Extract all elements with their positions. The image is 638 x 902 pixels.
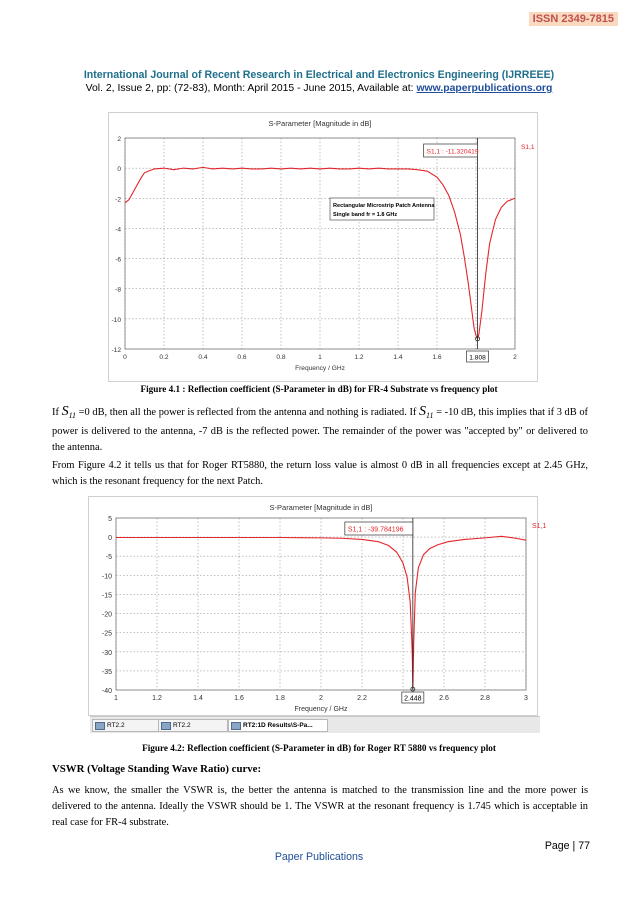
- p1-text-c: = -10 dB, this implies that if 3 dB of power is delivered to the antenna, -7 dB is the reflected power. The remainder of the power was "accepted by" or delivered to the antenna.: [52, 407, 588, 453]
- x-tick-label: 3: [524, 695, 528, 702]
- figure-1-chart: [108, 112, 538, 382]
- y-tick-label: -20: [101, 611, 112, 619]
- figure-1-caption: Figure 4.1 : Reflection coefficient (S-Parameter in dB) for FR-4 Substrate vs frequency plot: [140, 384, 498, 394]
- tab-label: RT2.2: [107, 722, 125, 729]
- tab-label: RT2:1D Results\S-Pa...: [243, 722, 313, 729]
- y-tick-label: -15: [101, 592, 112, 600]
- readout-text: S1,1 : -39.784196: [347, 526, 404, 534]
- x-tick-label: 1.2: [152, 695, 162, 702]
- tab-1d-results[interactable]: [228, 719, 328, 732]
- tab-rt22-a[interactable]: [92, 719, 162, 732]
- y-tick-label: 0: [117, 166, 121, 174]
- annotation-line: Single band fr = 1.8 GHz: [333, 212, 398, 218]
- x-tick-label: 1.4: [193, 695, 203, 702]
- x-tick-label: 1: [318, 354, 322, 361]
- volume-info: [0, 83, 638, 94]
- window-icon: [231, 722, 241, 730]
- figure-2-svg: [88, 496, 547, 716]
- volume-text: Vol. 2, Issue 2, pp: (72-83), Month: April 2015 - June 2015, Available at:: [85, 83, 417, 94]
- y-tick-label: -40: [101, 688, 112, 695]
- s-subscript: 11: [68, 411, 76, 420]
- series-legend-label: S1,1: [521, 144, 535, 151]
- y-tick-label: -10: [111, 316, 121, 324]
- window-icon: [95, 722, 105, 730]
- y-tick-label: -12: [111, 347, 121, 354]
- x-tick-label: 1.6: [234, 695, 244, 702]
- x-tick-label: 1.2: [354, 354, 364, 361]
- s11-symbol-1: [62, 404, 76, 419]
- y-tick-label: -8: [115, 286, 121, 294]
- x-axis-label: Frequency / GHz: [295, 365, 345, 372]
- series-legend-label: S1,1: [532, 523, 547, 530]
- s-letter: S: [61, 404, 69, 419]
- x-tick-label: 1.4: [393, 354, 403, 361]
- tab-rt22-b[interactable]: [158, 719, 228, 732]
- chart-title: S-Parameter [Magnitude in dB]: [268, 119, 372, 128]
- tab-label: RT2.2: [173, 722, 191, 729]
- marker-x-label: 1.808: [469, 354, 486, 362]
- x-tick-label: 0.6: [237, 354, 247, 361]
- x-tick-label: 2: [319, 695, 323, 702]
- window-icon: [161, 722, 171, 730]
- paragraph-roger: From Figure 4.2 it tells us that for Roger RT5880, the return loss value is almost 0 dB in all frequencies except at 2.45 GHz, which is the resonant frequency for the next Patch.: [52, 460, 588, 487]
- y-tick-label: -5: [105, 554, 112, 562]
- x-tick-label: 0.2: [159, 354, 169, 361]
- x-tick-label: 2.2: [357, 695, 367, 702]
- annotation-line: Rectangular Microstrip Patch Antenna: [333, 203, 435, 209]
- journal-title: International Journal of Recent Research in Electrical and Electronics Engineering (IJRREEE): [83, 69, 555, 81]
- readout-text: S1,1 : -11.320419: [426, 148, 479, 156]
- x-tick-label: 2.8: [480, 695, 490, 702]
- marker-x-label: 2.448: [404, 695, 422, 703]
- y-tick-label: -35: [101, 668, 112, 676]
- paragraph-s11: [52, 404, 588, 456]
- result-tab-bar: [90, 716, 540, 733]
- y-tick-label: -4: [115, 226, 121, 234]
- paragraph-vswr: As we know, the smaller the VSWR is, the better the antenna is matched to the transmission line and the more power is delivered to the antenna. Ideally the VSWR should be 1. The VSWR at the resonant frequency is 1.745 which is acceptable in real case for FR-4 substrate.: [52, 785, 588, 828]
- page-number: Page | 77: [544, 840, 590, 852]
- x-tick-label: 2: [513, 354, 517, 361]
- x-axis-label: Frequency / GHz: [294, 706, 348, 713]
- vswr-heading: VSWR (Voltage Standing Wave Ratio) curve:: [52, 763, 262, 775]
- y-tick-label: -10: [101, 573, 112, 581]
- p1-text-a: If: [52, 407, 62, 418]
- figure-1-svg: [108, 112, 538, 382]
- x-tick-label: 2.6: [439, 695, 449, 702]
- s-subscript: 11: [426, 411, 434, 420]
- y-tick-label: -30: [101, 649, 112, 657]
- y-tick-label: 0: [108, 535, 112, 543]
- x-tick-label: 1.8: [275, 695, 285, 702]
- x-tick-label: 1.6: [432, 354, 442, 361]
- y-tick-label: 2: [117, 136, 121, 143]
- figure-2-caption: Figure 4.2: Reflection coefficient (S-Parameter in dB) for Roger RT 5880 vs frequency plot: [142, 743, 496, 753]
- chart-title: S-Parameter [Magnitude in dB]: [269, 503, 373, 512]
- y-tick-label: 5: [108, 516, 112, 523]
- x-tick-label: 0: [123, 354, 127, 361]
- y-tick-label: -6: [115, 256, 121, 264]
- issn-badge: ISSN 2349-7815: [529, 12, 618, 26]
- figure-2-chart: [88, 496, 547, 716]
- publisher-name: Paper Publications: [274, 851, 364, 863]
- website-link[interactable]: www.paperpublications.org: [416, 83, 553, 94]
- x-tick-label: 0.8: [276, 354, 286, 361]
- x-tick-label: 1: [114, 695, 118, 702]
- s-letter: S: [419, 404, 427, 419]
- p1-text-b: =0 dB, then all the power is reflected from the antenna and nothing is radiated. If: [76, 407, 420, 418]
- y-tick-label: -25: [101, 630, 112, 638]
- y-tick-label: -2: [115, 196, 121, 204]
- s11-symbol-2: [419, 404, 433, 419]
- x-tick-label: 0.4: [198, 354, 208, 361]
